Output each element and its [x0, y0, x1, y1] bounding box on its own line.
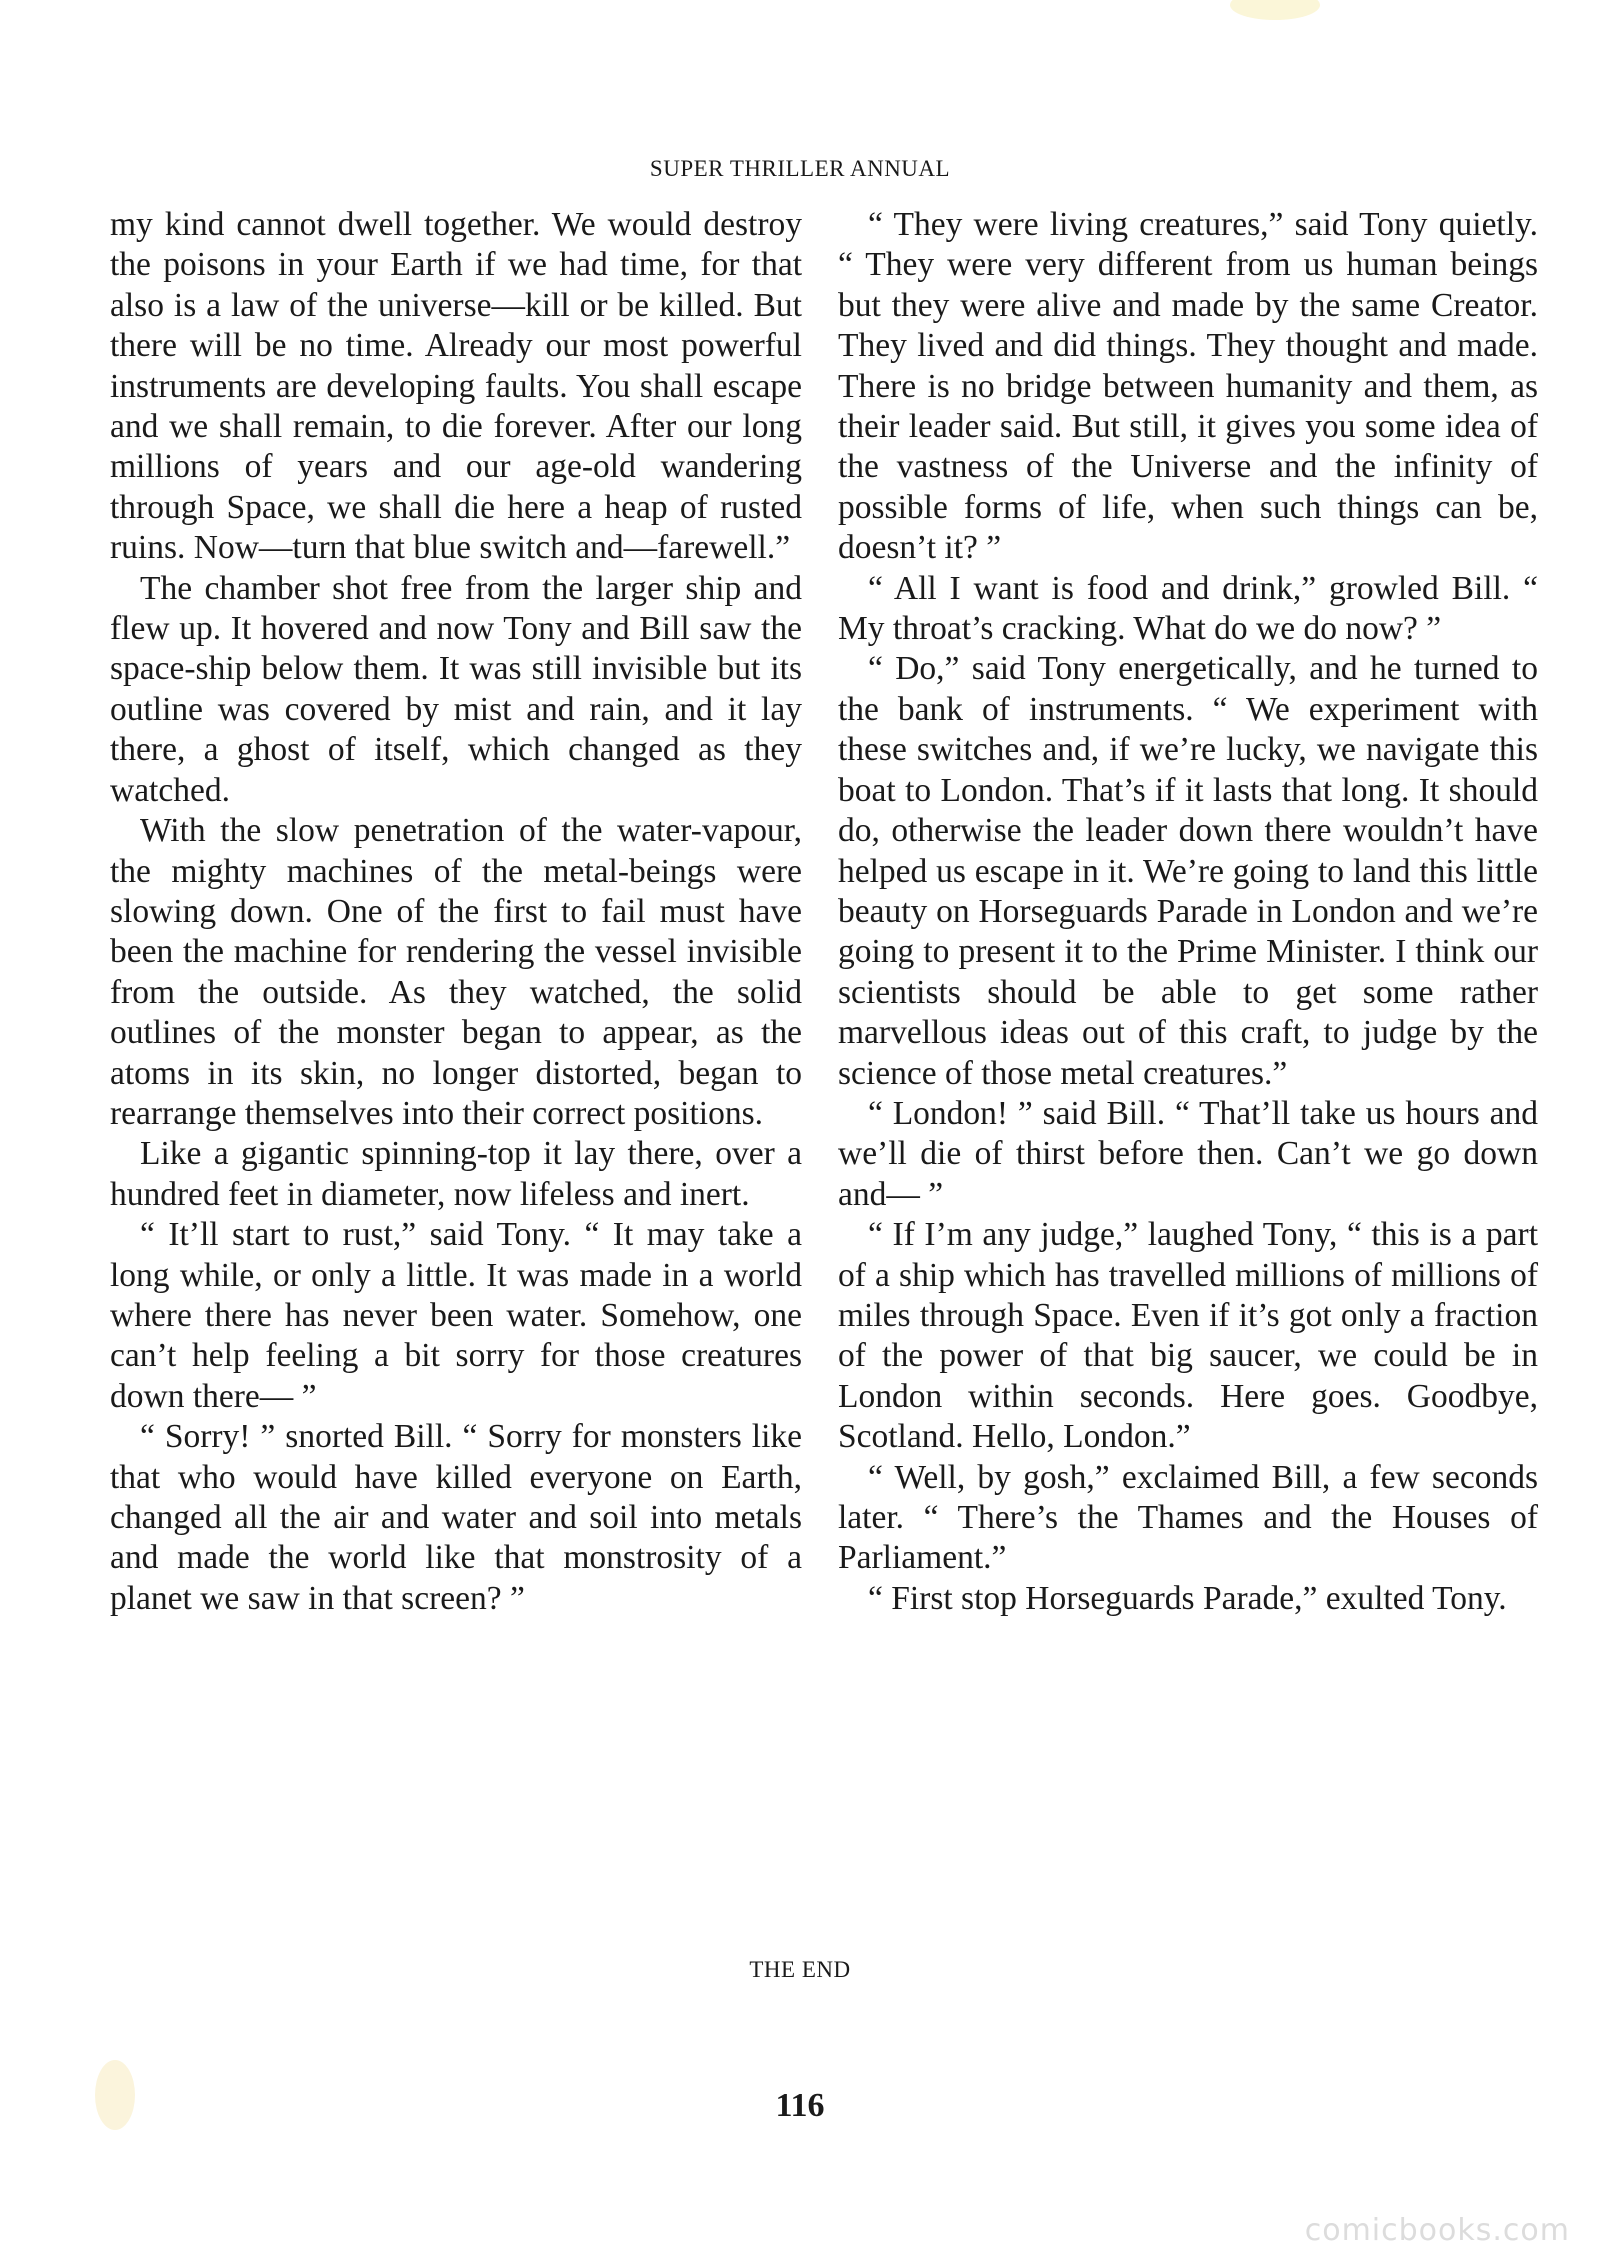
paragraph: “ They were living creatures,” said Tony quietly. “ They were very different from us human beings but they were alive and made by the same Creator. They lived and did things. They thought and made. There is no bridge between humanity and them, as their leader said. But still, it gives you some idea of the vastness of the Universe and the infinity of possible forms of life, when such things can be, doesn’t it? ” [838, 206, 1538, 567]
right-column [838, 205, 1538, 1619]
paragraph: “ Well, by gosh,” exclaimed Bill, a few seconds later. “ There’s the Thames and the Houses of Parliament.” [838, 1458, 1538, 1577]
paragraph: my kind cannot dwell together. We would destroy the poisons in your Earth if we had time, for that also is a law of the universe—kill or be killed. But there will be no time. Already our most powerful instruments are developing faults. You shall escape and we shall remain, to die forever. After our long millions of years and our age-old wandering through Space, we shall die here a heap of rusted ruins. Now—turn that blue switch and—farewell.” [110, 206, 802, 567]
watermark: comicbooks.com [1304, 2213, 1570, 2248]
paragraph: With the slow penetration of the water-vapour, the mighty machines of the metal-beings were slowing down. One of the first to fail must have been the machine for rendering the vessel invisible from the outside. As they watched, the solid outlines of the monster began to appear, as the atoms in its skin, no longer distorted, began to rearrange themselves into their correct positions. [110, 812, 802, 1132]
paragraph: “ All I want is food and drink,” growled Bill. “ My throat’s cracking. What do we do now? ” [838, 569, 1538, 648]
paragraph: “ It’ll start to rust,” said Tony. “ It may take a long while, or only a little. It was made in a world where there has never been water. Somehow, one can’t help feeling a bit sorry for those creatures down there— ” [110, 1216, 802, 1415]
end-mark: THE END [749, 1957, 851, 1982]
running-head: SUPER THRILLER ANNUAL [649, 156, 951, 181]
page-number: 116 [775, 2087, 825, 2124]
paragraph: “ Sorry! ” snorted Bill. “ Sorry for monsters like that who would have killed everyone on Earth, changed all the air and water and soil into metals and made the world like that monstrosity of a planet we saw in that screen? ” [110, 1418, 802, 1617]
paragraph: “ Do,” said Tony energetically, and he turned to the bank of instruments. “ We experiment with these switches and, if we’re lucky, we navigate this boat to London. That’s if it lasts that long. It should do, otherwise the leader down there wouldn’t have helped us escape in it. We’re going to land this little beauty on Horseguards Parade in London and we’re going to present it to the Prime Minister. I think our scientists should be able to get some rather marvellous ideas out of this craft, to judge by the science of those metal creatures.” [838, 650, 1538, 1092]
paragraph: The chamber shot free from the larger ship and flew up. It hovered and now Tony and Bill saw the space-ship below them. It was still invisible but its outline was covered by mist and rain, and it lay there, a ghost of itself, which changed as they watched. [110, 569, 802, 809]
paragraph: “ London! ” said Bill. “ That’ll take us hours and we’ll die of thirst before then. Can’t we go down and— ” [838, 1094, 1538, 1213]
paragraph: “ If I’m any judge,” laughed Tony, “ this is a part of a ship which has travelled millions of millions of miles through Space. Even if it’s got only a fraction of the power of that big saucer, we could be in London within seconds. Here goes. Goodbye, Scotland. Hello, London.” [838, 1216, 1538, 1456]
paragraph: “ First stop Horseguards Parade,” exulted Tony. [868, 1579, 1507, 1617]
left-column [110, 205, 802, 1619]
paragraph: Like a gigantic spinning-top it lay there, over a hundred feet in diameter, now lifeless and inert. [110, 1135, 802, 1213]
paper-stain [1230, 0, 1320, 20]
